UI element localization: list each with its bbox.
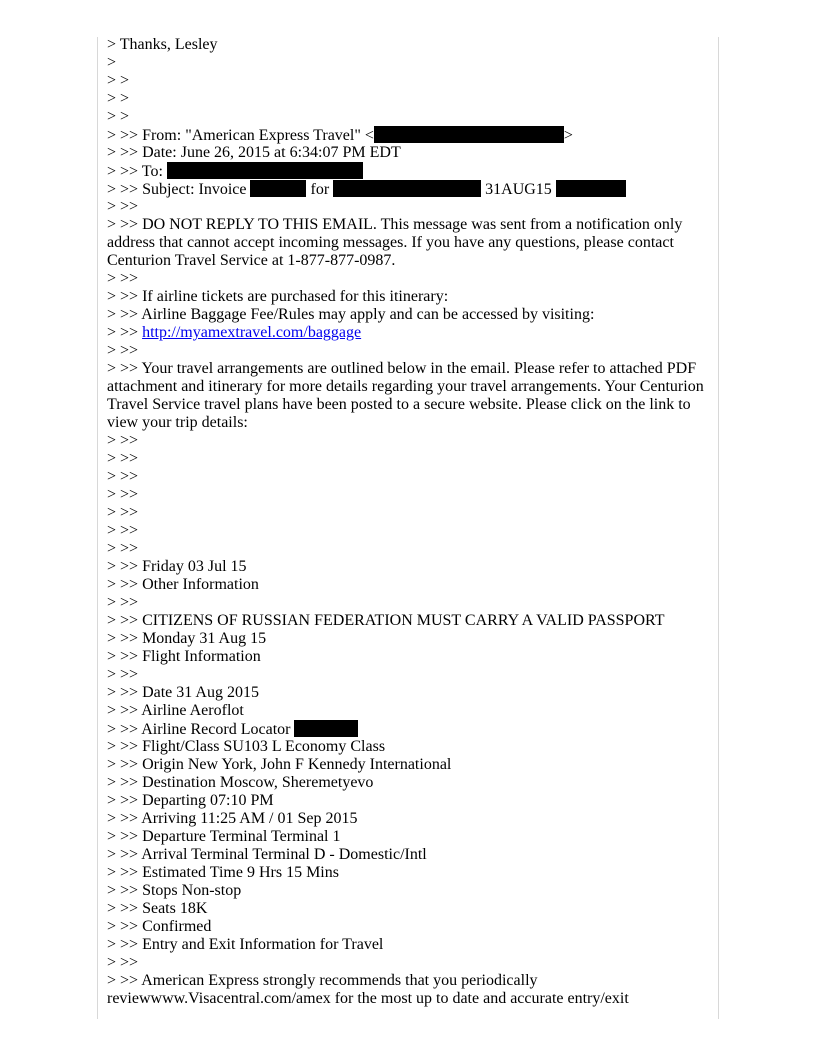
text-line: > >> Estimated Time 9 Hrs 15 Mins [107, 864, 339, 881]
recommends-paragraph: > >> American Express strongly recommends that you periodically reviewwww.Visacentral.com/amex for the most up to date and accurate entry/exit [107, 972, 629, 1007]
text-line: > >> Entry and Exit Information for Travel [107, 936, 384, 953]
redaction-box [374, 126, 564, 143]
text-line: > >> [107, 198, 139, 215]
locator-label: > >> Airline Record Locator [107, 721, 295, 738]
text-line: > >> Flight Information [107, 648, 261, 665]
text-line: > >> Friday 03 Jul 15 [107, 558, 247, 575]
text-line: > >> Airline Baggage Fee/Rules may apply and can be accessed by visiting: [107, 306, 595, 323]
text-line: > >> Airline Aeroflot [107, 702, 244, 719]
text-line: > >> [107, 666, 139, 683]
arrangements-paragraph: > >> Your travel arrangements are outlined below in the email. Please refer to attached PDF attachment and itinerary for more details regarding your travel arrangements. Your Centurion Travel Service travel plans have been posted to a secure website. Please click on the link to view your trip details: [107, 360, 704, 431]
redaction-box [333, 180, 481, 197]
text-line: > >> Date 31 Aug 2015 [107, 684, 259, 701]
text-line: > >> [107, 450, 139, 467]
text-line: > >> Arriving 11:25 AM / 01 Sep 2015 [107, 810, 358, 827]
text-line: > >> [107, 522, 139, 539]
from-suffix: > [563, 127, 573, 144]
text-line: > [107, 54, 117, 71]
text-line: > >> Flight/Class SU103 L Economy Class [107, 738, 386, 755]
text-line: > >> Other Information [107, 576, 259, 593]
text-line: > >> Departure Terminal Terminal 1 [107, 828, 341, 845]
redaction-box [167, 162, 363, 179]
text-line: > >> Seats 18K [107, 900, 208, 917]
redaction-box [294, 720, 358, 737]
text-line: > > [107, 108, 130, 125]
text-line: > >> [107, 954, 139, 971]
email-body [107, 36, 707, 1008]
text-line: > >> Origin New York, John F Kennedy International [107, 756, 452, 773]
text-line: > >> CITIZENS OF RUSSIAN FEDERATION MUST CARRY A VALID PASSPORT [107, 612, 665, 629]
to-line [107, 162, 707, 180]
text-line: > >> [107, 432, 139, 449]
text-line: > >> Arrival Terminal Terminal D - Domestic/Intl [107, 846, 427, 863]
record-locator-line [107, 720, 707, 738]
text-line: > >> [107, 468, 139, 485]
do-not-reply-paragraph: > >> DO NOT REPLY TO THIS EMAIL. This message was sent from a notification only address that cannot accept incoming messages. If you have any questions, please contact Centurion Travel Service at 1-877-877-0987. [107, 216, 683, 269]
link-prefix: > >> [107, 324, 143, 341]
text-line: > >> Monday 31 Aug 15 [107, 630, 267, 647]
subject-for: for [306, 181, 334, 198]
text-line: > >> [107, 486, 139, 503]
text-line: > >> Destination Moscow, Sheremetyevo [107, 774, 374, 791]
subject-label: > >> Subject: Invoice [107, 181, 251, 198]
link-line [107, 324, 707, 342]
subject-line [107, 180, 707, 198]
subject-date: 31AUG15 [481, 181, 556, 198]
text-line: > >> Confirmed [107, 918, 212, 935]
redaction-box [250, 180, 306, 197]
text-line: > > [107, 72, 130, 89]
text-line: > >> [107, 540, 139, 557]
to-label: > >> To: [107, 163, 167, 180]
text-line: > Thanks, Lesley [107, 36, 218, 53]
from-line [107, 126, 707, 144]
text-line: > >> [107, 270, 139, 287]
from-label: > >> From: "American Express Travel" < [107, 127, 374, 144]
text-line: > >> If airline tickets are purchased for this itinerary: [107, 288, 449, 305]
baggage-link[interactable]: http://myamextravel.com/baggage [142, 324, 362, 341]
date-line: > >> Date: June 26, 2015 at 6:34:07 PM EDT [107, 144, 401, 161]
text-line: > >> [107, 504, 139, 521]
redaction-box [556, 180, 626, 197]
text-line: > >> Departing 07:10 PM [107, 792, 274, 809]
text-line: > >> [107, 594, 139, 611]
text-line: > >> Stops Non-stop [107, 882, 242, 899]
text-line: > > [107, 90, 130, 107]
text-line: > >> [107, 342, 139, 359]
